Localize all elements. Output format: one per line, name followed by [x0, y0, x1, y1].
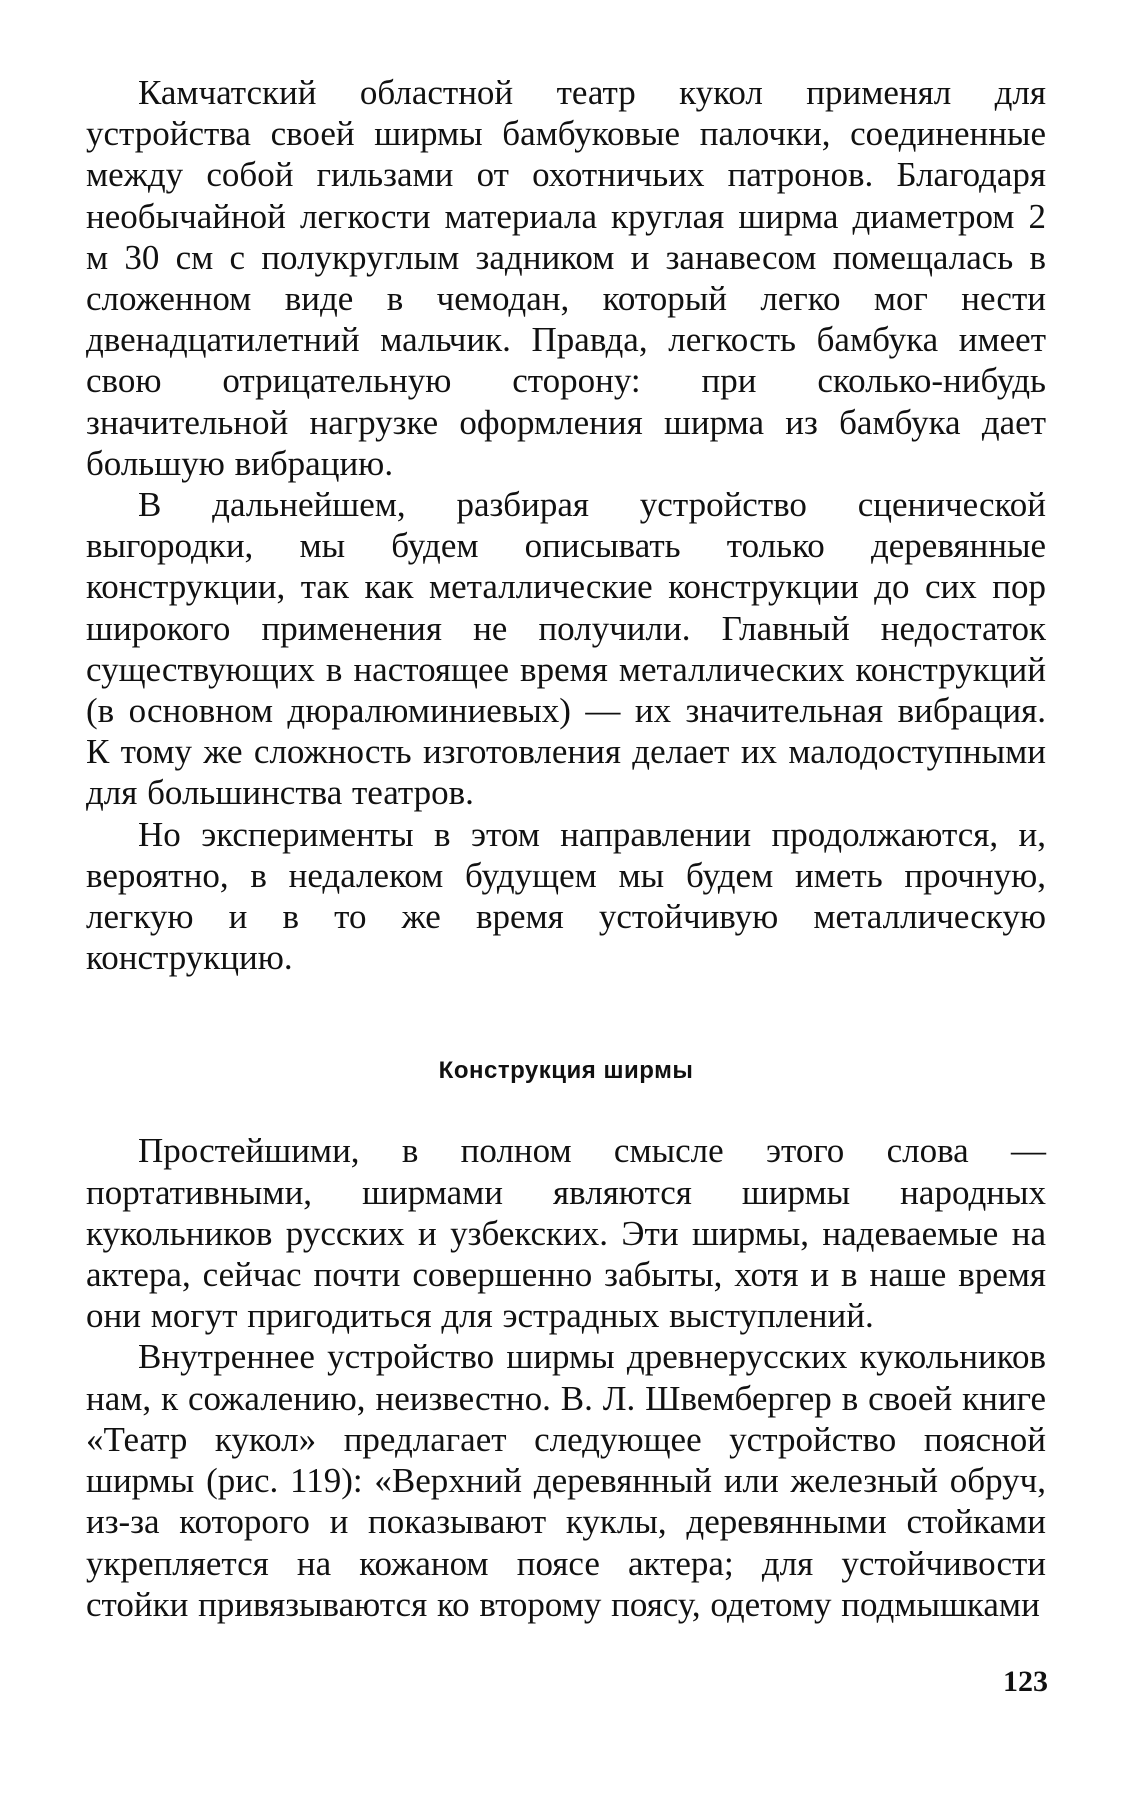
paragraph-metal-constructions: В дальнейшем, разбирая устройство сценической выгородки, мы будем описывать только деревянные конструкции, так как металлические конструкции до сих пор широкого применения не получили. Главный недостаток существующих в настоящее время металлических конструкций (в основном дюралюминиевых) — их значительная вибрация. К тому же сложность изготовления делает их малодоступными для большинства театров. [86, 485, 1046, 813]
document-page [86, 72, 1046, 1625]
paragraph-experiments: Но эксперименты в этом направлении продолжаются, и, вероятно, в недалеком будущем мы будем иметь прочную, легкую и в то же время устойчивую металлическую конструкцию. [86, 814, 1046, 978]
page-number: 123 [1003, 1665, 1048, 1698]
paragraph-bamboo-screen: Камчатский областной театр кукол применял для устройства своей ширмы бамбуковые палочки, соединенные между собой гильзами от охотничьих патронов. Благодаря необычайной легкости материала круглая ширма диаметром 2 м 30 см с полукруглым задником и занавесом помещалась в сложенном виде в чемодан, который легко мог нести двенадцатилетний мальчик. Правда, легкость бамбука имеет свою отрицательную сторону: при сколько-нибудь значительной нагрузке оформления ширма из бамбука дает большую вибрацию. [86, 73, 1046, 483]
paragraph-portable-screens: Простейшими, в полном смысле этого слова — портативными, ширмами являются ширмы народных кукольников русских и узбекских. Эти ширмы, надеваемые на актера, сейчас почти совершенно забыты, хотя и в наше время они могут пригодиться для эстрадных выступлений. [86, 1131, 1046, 1336]
paragraph-inner-structure: Внутреннее устройство ширмы древнерусских кукольников нам, к сожалению, неизвестно. В. Л. Швембергер в своей книге «Театр кукол» предлагает следующее устройство поясной ширмы (рис. 119): «Верхний деревянный или железный обруч, из-за которого и показывают куклы, деревянными стойками укрепляется на кожаном поясе актера; для устойчивости стойки привязываются ко второму поясу, одетому подмышками [86, 1337, 1046, 1624]
section-heading: Конструкция ширмы [438, 1057, 694, 1085]
